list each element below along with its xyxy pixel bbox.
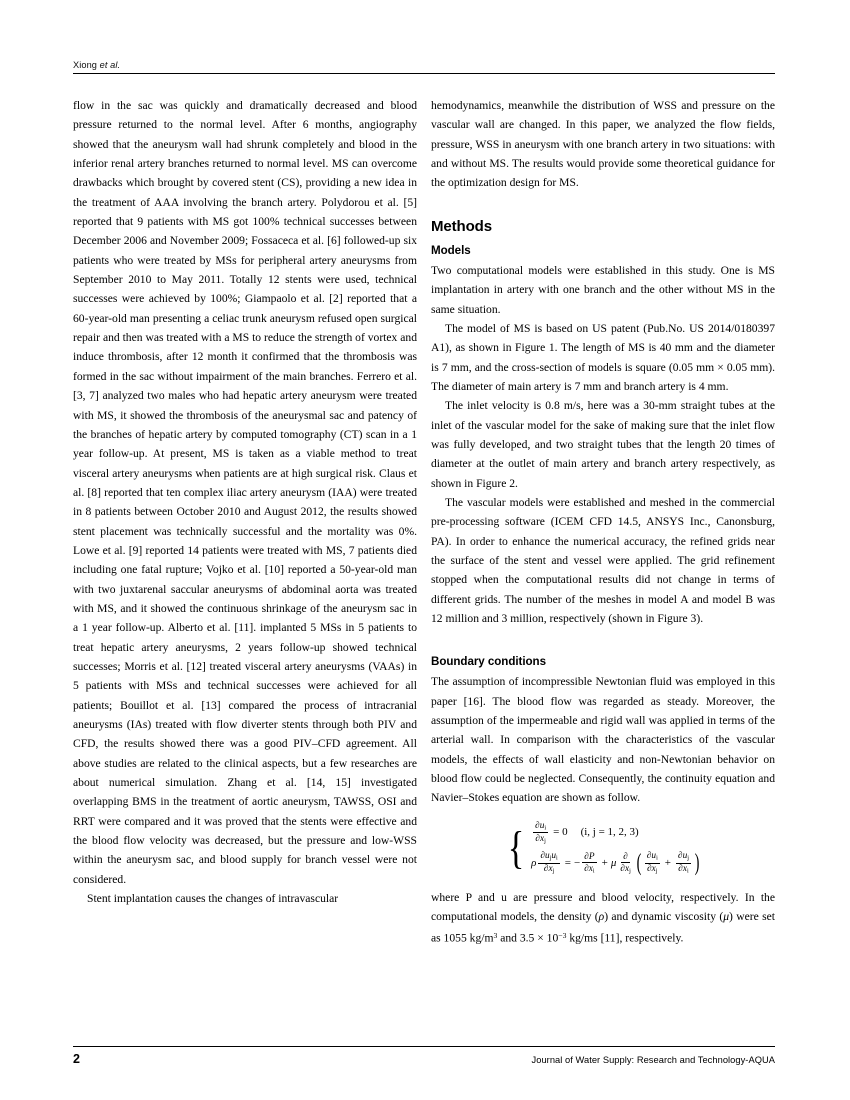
after-eq-sup1: 3 <box>493 931 498 941</box>
fraction-dui-dxj <box>645 851 660 875</box>
eq1-den-sub: j <box>544 838 546 845</box>
eq2-lhs-num: ∂u <box>540 851 550 862</box>
footer-rule <box>73 1046 775 1047</box>
eq2-t2-den-sub: i <box>686 868 689 875</box>
eq2-lhs-num-sub1: j <box>549 855 552 862</box>
two-column-body <box>73 96 775 1026</box>
fraction-duu-dx <box>538 851 559 875</box>
page-number: 2 <box>73 1052 80 1066</box>
eq2-lhs-den: ∂x <box>543 864 553 875</box>
eq1-index-condition: (i, j = 1, 2, 3) <box>580 826 639 839</box>
right-column <box>431 96 775 1026</box>
eq2-plus: + <box>601 856 608 869</box>
eq1-equals: = 0 <box>553 826 568 839</box>
eq2-t1-den-sub: j <box>655 868 658 875</box>
page-footer <box>73 1052 775 1066</box>
paragraph-stent-implantation: Stent implantation causes the changes of intravascular <box>87 892 339 906</box>
after-eq-part5: kg/ms [11], respectively. <box>566 931 684 945</box>
after-eq-part4: and 3.5 × 10 <box>497 931 559 945</box>
equation-rows <box>531 821 701 876</box>
eq2-d-den: ∂x <box>620 863 630 874</box>
eq1-num: ∂u <box>535 820 545 831</box>
eq2-p-den: ∂x <box>584 863 593 874</box>
eq2-t2-num-sub: j <box>687 855 689 862</box>
eq2-rho: ρ <box>531 856 537 869</box>
eq1-num-sub: i <box>544 825 547 832</box>
fraction-dp-dx <box>582 852 596 876</box>
left-column <box>73 96 417 1026</box>
eq2-close-paren: ) <box>694 849 700 876</box>
paragraph-models-4: The vascular models were established and meshed in the commercial pre-processing software (ICEM CFD 14.5, ANSYS Inc., Canonsburg, PA). In order to enhance the numerical accuracy, the refined grids near the surface of the stent and vessel were applied. The grid refinement stopped when the computational results did not change in terms of different grids. The number of the meshes in model A and model B was 12 million and 3 million, respectively (shown in Figure 3). <box>431 496 775 626</box>
paragraph-boundary-conditions: The assumption of incompressible Newtonian fluid was employed in this paper [16]. The blood flow was regarded as steady. Moreover, the assumption of the impermeable and rigid wall was applied in terms of the arterial wall. In comparison with the characteristics of the vascular models, the effects of wall elasticity and non-Newtonian behavior on blood flow could be neglected. Consequently, the continuity equation and Navier–Stokes equation are shown as follow. <box>431 675 775 805</box>
running-head-etal: et al. <box>99 60 121 70</box>
fraction-duj-dxi <box>676 851 691 875</box>
after-eq-mu: μ <box>723 909 730 923</box>
fraction-du-dx <box>533 821 548 845</box>
paragraph-after-equation <box>431 888 775 948</box>
after-eq-part1: where P and u are pressure and blood velocity, respectively. In the computational models, the density ( <box>431 890 775 923</box>
eq2-d-den-sub: j <box>629 868 631 875</box>
paragraph-models-1: Two computational models were established in this study. One is MS implantation in artery with one branch and the other without MS in the same situation. <box>431 263 775 316</box>
eq2-inner-plus: + <box>664 856 671 869</box>
equation-navier-stokes <box>431 821 775 876</box>
eq2-t2-num: ∂u <box>677 851 688 862</box>
paragraph-hemodynamics: hemodynamics, meanwhile the distribution of WSS and pressure on the vascular wall are changed. In this paper, we analyzed the flow fields, pressure, WSS in aneurysm with one branch artery in two situations: with and without MS. The results would provide some theoretical guidance for the optimization design for MS. <box>431 99 775 190</box>
eq2-lhs-num-sub2: i <box>556 855 558 862</box>
fraction-d-dx <box>618 852 632 876</box>
eq2-lhs-num-u: u <box>551 851 557 862</box>
equation-line-momentum <box>531 851 701 875</box>
after-eq-sup2: −3 <box>558 931 567 941</box>
journal-name: Journal of Water Supply: Research and Technology-AQUA <box>531 1055 775 1065</box>
eq2-mu: μ <box>610 856 617 869</box>
eq2-t1-num-sub: i <box>656 855 658 862</box>
eq2-t2-den: ∂x <box>678 864 687 875</box>
eq2-t1-den: ∂x <box>647 864 656 875</box>
eq2-d-num: ∂ <box>623 851 628 862</box>
paragraph-continued: flow in the sac was quickly and dramatically decreased and blood pressure returned to the normal level. After 6 months, angiography showed that the aneurysm wall had shrunk completely and blood in the inferior renal artery branches returned to normal level. MS can overcome drawbacks which brought by covered stent (CS), providing a new idea in the treatment of AAA involving the branch artery. Polydorou et al. [5] reported that 9 patients with MS got 100% technical successes between December 2006 and November 2009; Fossaceca et al. [6] followed-up six patients who were treated by MSs for peripheral artery aneurysms from September 2010 to May 2011. Totally 12 stents were used, technical successes were achieved by 100%; Giampaolo et al. [2] reported that a 60-year-old man presenting a celiac trunk aneurysm refused open surgical repair and then was treated with a MS to reduce the strength of vortex and induce thrombosis, after 12 month it confirmed that the thrombosis was formed in the sac without impairment of the main branches. Ferrero et al. [3, 7] analyzed two males who had hepatic artery aneurysm were treated with MS, it showed the thrombosis of the aneurysmal sac and patency of the branches of hepatic artery by computed tomography (CT) scan in a 1 year follow-up. At present, MS is taken as a viable method to treat visceral artery aneurysms when patients are at high surgical risk. Claus et al. [8] reported that ten complex iliac artery aneurysm (IAA) were treated in 8 patients between October 2010 and August 2012, the results showed stent placement was technically successful and the mortality was 0%. Lowe et al. [9] reported 14 patients were treated with MS, 7 patients died including one fatal rupture; Vojko et al. [10] reported a 50-year-old man with two juxtarenal saccular aneurysms of abdominal aorta was treated with MS, and it showed the continuous shrinkage of the aneurysm sac in a 1 year follow-up. Alberto et al. [11]. implanted 5 MSs in 5 patients to treat hepatic artery aneurysms, 2 years follow-up showed technical successes; Morris et al. [12] treated visceral artery aneurysms (VAAs) in 5 patients with MSs and technical successes were achieved for all patients; Bouillot et al. [13] compared the process of intracranial aneurysms (IAs) treated with flow diverter stents through both PIV and CFD, the results showed there was a good PIV–CFD agreement. All above studies are related to the clinical aspects, but a few researches are about numerical simulation. Zhang et al. [14, 15] investigated overlapping BMS in the treatment of aortic aneurysm, TAWSS, OSI and RRT were compared and it was proved that the stents were effective and the blood flow velocity was decreased, but the pressure and low-WSS within the aneurysm sac, and blood supply for branch vessel were not considered. <box>73 99 417 886</box>
eq2-p-den-sub: i <box>592 868 595 875</box>
after-eq-part3: ) were set as 1055 kg/m <box>431 909 775 945</box>
section-heading-methods: Methods <box>431 217 492 235</box>
after-eq-rho: ρ <box>598 909 605 923</box>
eq2-equals: = <box>564 856 571 869</box>
eq2-t1-num: ∂u <box>646 851 657 862</box>
subsection-heading-boundary-conditions: Boundary conditions <box>431 655 546 669</box>
eq2-minus: − <box>573 856 581 869</box>
eq1-den: ∂x <box>535 833 545 844</box>
equation-brace: { <box>507 822 525 874</box>
running-head <box>73 60 775 74</box>
subsection-heading-models: Models <box>431 243 471 257</box>
paragraph-models-3: The inlet velocity is 0.8 m/s, here was a 30-mm straight tubes at the inlet of the vascular model for the sake of making sure that the inlet flow was fully developed, and two straight tubes that the length 20 times of diameter at the outlet of main artery and branch artery respectively, as shown in Figure 2. <box>431 399 775 490</box>
eq2-lhs-den-sub: j <box>552 868 555 875</box>
equation-line-continuity <box>531 821 701 845</box>
eq2-p-num: ∂P <box>584 851 595 862</box>
after-eq-part2: ) and dynamic viscosity ( <box>604 909 724 923</box>
eq2-open-paren: ( <box>636 849 642 876</box>
running-head-author: Xiong <box>73 60 97 70</box>
paragraph-models-2: The model of MS is based on US patent (Pub.No. US 2014/0180397 A1), as shown in Figure 1. The length of MS is 40 mm and the diameter is 7 mm, and the cross-section of models is square (0.05 mm × 0.05 mm). The diameter of main artery is 7 mm and branch artery is 4 mm. <box>431 321 775 393</box>
